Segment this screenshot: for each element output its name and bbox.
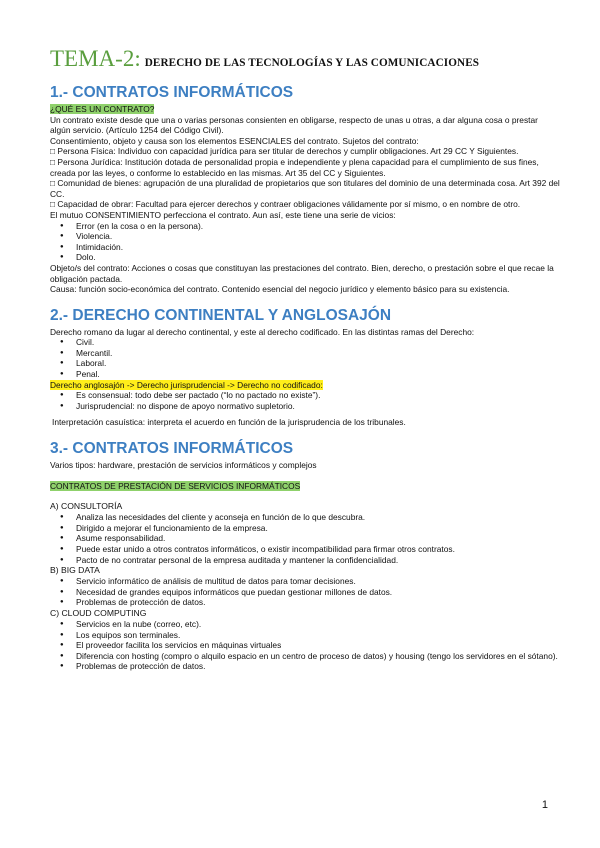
list-item: ● Dolo. xyxy=(76,252,560,263)
title-prefix: TEMA-2: xyxy=(50,46,141,71)
list-item: ● Necesidad de grandes equipos informáticos que puedan gestionar millones de datos. xyxy=(76,587,560,598)
paragraph: Objeto/s del contrato: Acciones o cosas que constituyan las prestaciones del contrato. Bien, derecho, o prestación sobre el que recae la obligación pactada. xyxy=(50,262,554,284)
anglosajon-list xyxy=(50,390,560,411)
paragraph: Consentimiento, objeto y causa son los elementos ESENCIALES del contrato. Sujetos del contrato: xyxy=(50,135,419,146)
page-number: 1 xyxy=(541,799,548,811)
list-item: ● Servicios en la nube (correo, etc). xyxy=(76,619,560,630)
subsection-c-title: C) CLOUD COMPUTING xyxy=(50,607,147,618)
paragraph: □ Capacidad de obrar: Facultad para ejercer derechos y contraer obligaciones válidamente por sí mismo, o en nombre de otro. xyxy=(50,199,521,210)
section-1-question: ¿QUÉ ES UN CONTRATO? xyxy=(50,104,155,114)
paragraph: Varios tipos: hardware, prestación de servicios informáticos y complejos xyxy=(50,460,317,471)
list-item: ● Civil. xyxy=(76,337,560,348)
list-item: ● Violencia. xyxy=(76,231,560,242)
list-item: ● Diferencia con hosting (compro o alquilo espacio en un centro de proceso de datos) y housing (tengo los servidores en el sótano). xyxy=(76,651,560,662)
list-item: ● Dirigido a mejorar el funcionamiento de la empresa. xyxy=(76,523,560,534)
list-item: ● El proveedor facilita los servicios en máquinas virtuales xyxy=(76,640,560,651)
section-3-heading: 3.- CONTRATOS INFORMÁTICOS xyxy=(50,440,294,458)
document-page xyxy=(50,46,560,672)
list-item: ● Es consensual: todo debe ser pactado (“lo no pactado no existe”). xyxy=(76,390,560,401)
bigdata-list xyxy=(50,576,560,608)
list-item: ● Los equipos son terminales. xyxy=(76,630,560,641)
paragraph: □ Comunidad de bienes: agrupación de una pluralidad de propietarios que son titulares del dominio de una determinada cosa. Art 392 del CC. xyxy=(50,178,560,199)
subsection-a-title: A) CONSULTORÍA xyxy=(50,501,123,512)
cloud-list xyxy=(50,619,560,672)
paragraph: Causa: función socio-económica del contrato. Contenido esencial del negocio jurídico y elemento básico para su existencia. xyxy=(50,284,510,295)
section-1-heading: 1.- CONTRATOS INFORMÁTICOS xyxy=(50,84,294,101)
title-main: DERECHO DE LAS TECNOLOGÍAS Y LAS COMUNICACIONES xyxy=(144,57,480,69)
paragraph: Interpretación casuística: interpreta el acuerdo en función de la jurisprudencia de los tribunales. xyxy=(52,417,406,428)
subsection-b-title: B) BIG DATA xyxy=(50,565,100,576)
paragraph: Un contrato existe desde que una o varias personas consienten en obligarse, respecto de unas u otras, a dar alguna cosa o prestar algún servicio. (Artículo 1254 del Código Civil). xyxy=(50,114,538,136)
list-item: ● Penal. xyxy=(76,369,560,380)
paragraph: □ Persona Jurídica: Institución dotada de personalidad propia e independiente y plena capacidad para el cumplimiento de sus fines, creada por las leyes, o conforme lo establecido en las mismas. Art 35 del CC y Siguientes. xyxy=(50,156,539,178)
list-item: ● Analiza las necesidades del cliente y aconseja en función de lo que descubra. xyxy=(76,512,560,523)
ramas-list xyxy=(50,337,560,379)
list-item: ● Servicio informático de análisis de multitud de datos para tomar decisiones. xyxy=(76,576,560,587)
list-item: ● Puede estar unido a otros contratos informáticos, o existir incompatibilidad para firmar otros contratos. xyxy=(76,544,560,555)
page-title xyxy=(50,46,560,72)
list-item: ● Error (en la cosa o en la persona). xyxy=(76,221,560,232)
vicios-list xyxy=(50,221,560,263)
list-item: ● Asume responsabilidad. xyxy=(76,533,560,544)
paragraph: El mutuo CONSENTIMIENTO perfecciona el contrato. Aun así, este tiene una serie de vicios: xyxy=(50,209,396,220)
list-item: ● Intimidación. xyxy=(76,242,560,253)
list-item: ● Problemas de protección de datos. xyxy=(76,597,560,608)
list-item: ● Problemas de protección de datos. xyxy=(76,661,560,672)
paragraph: □ Persona Física: Individuo con capacidad jurídica para ser titular de derechos y cumplir obligaciones. Art 29 CC Y Siguientes. xyxy=(50,146,519,157)
consultoria-list xyxy=(50,512,560,565)
services-highlight: CONTRATOS DE PRESTACIÓN DE SERVICIOS INFORMÁTICOS xyxy=(50,480,301,491)
list-item: ● Laboral. xyxy=(76,358,560,369)
paragraph: Derecho romano da lugar al derecho continental, y este al derecho codificado. En las distintas ramas del Derecho: xyxy=(50,326,475,337)
list-item: ● Pacto de no contratar personal de la empresa auditada y mantener la confidencialidad. xyxy=(76,555,560,566)
anglosajon-highlight: Derecho anglosajón -> Derecho jurisprudencial -> Derecho no codificado: xyxy=(50,379,323,390)
list-item: ● Jurisprudencial: no dispone de apoyo normativo supletorio. xyxy=(76,401,560,412)
list-item: ● Mercantil. xyxy=(76,348,560,359)
section-2-heading: 2.- DERECHO CONTINENTAL Y ANGLOSAJÓN xyxy=(50,306,392,324)
